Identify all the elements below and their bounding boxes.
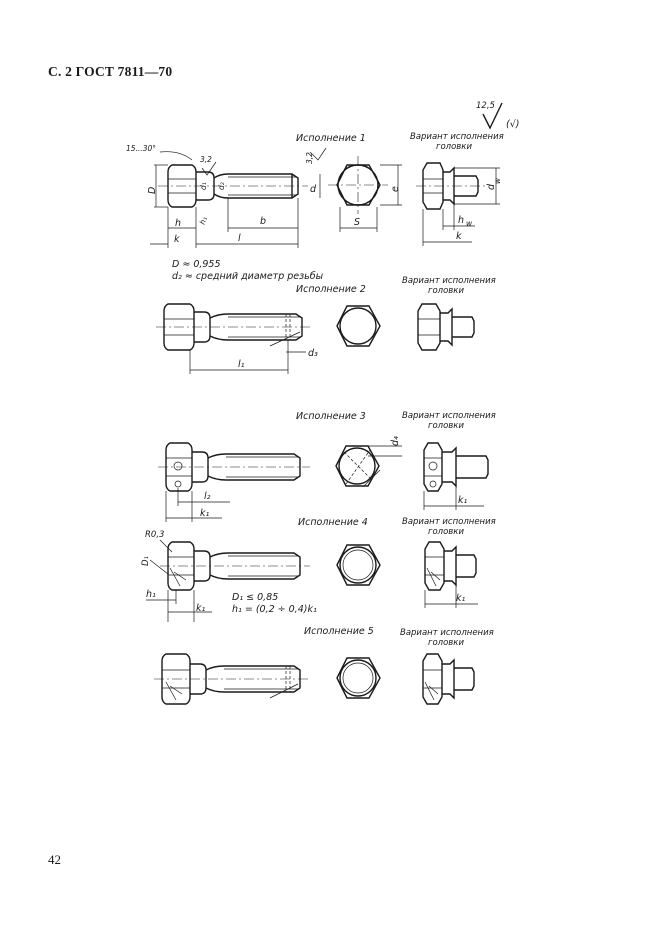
dim-hw-sub: w <box>466 219 473 228</box>
dim-h1-v4: h₁ <box>146 589 156 600</box>
hex-end-view-3 <box>336 436 402 486</box>
bolt-side-view-2 <box>156 304 318 374</box>
alt-head-view-4 <box>425 542 478 608</box>
variant-3-alt-title-1: Вариант исполнения <box>402 411 496 421</box>
variant-1-alt-title-2: головки <box>436 142 472 152</box>
variant-2-alt-title-2: головки <box>428 286 464 296</box>
dim-k1-alt3: k₁ <box>458 495 468 506</box>
variant-2-alt-title-1: Вариант исполнения <box>402 276 496 286</box>
dim-b: b <box>260 216 267 227</box>
page-number: 42 <box>48 852 61 867</box>
variant-5 <box>154 626 494 704</box>
page-header: С. 2 ГОСТ 7811—70 <box>48 64 173 79</box>
alt-head-view-5 <box>423 654 474 704</box>
dim-roughness-a: 3,2 <box>200 155 212 164</box>
dim-angle: 15...30° <box>126 144 156 153</box>
dim-s: S <box>354 217 361 228</box>
variant-4 <box>141 517 496 622</box>
dim-k1-alt4: k₁ <box>456 593 466 604</box>
roughness-value: 12,5 <box>476 101 495 111</box>
dim-k1-v3: k₁ <box>200 508 210 519</box>
alt-head-view-1 <box>416 163 502 246</box>
variant-3-title: Исполнение 3 <box>296 411 366 422</box>
dim-l2: l₂ <box>204 491 211 502</box>
dim-d: d <box>310 184 317 195</box>
dim-k-alt: k <box>456 231 462 242</box>
variant-1-title: Исполнение 1 <box>296 133 366 144</box>
note-D: D ≈ 0,955 <box>172 259 221 270</box>
dim-e: e <box>390 186 401 192</box>
dim-d3: d₃ <box>308 348 318 359</box>
variant-5-alt-title-1: Вариант исполнения <box>400 628 494 638</box>
dim-d1: d₁ <box>199 182 208 190</box>
hex-end-view-1 <box>328 156 402 232</box>
dim-k: k <box>174 234 180 245</box>
roughness-symbol <box>476 101 519 130</box>
dim-dw-sub: w <box>493 177 502 184</box>
note-D1: D₁ ≤ 0,85 <box>232 592 279 603</box>
dim-l1: l₁ <box>238 359 245 370</box>
variant-2-title: Исполнение 2 <box>296 284 366 295</box>
dim-k1-v4: k₁ <box>196 603 206 614</box>
dim-D: D <box>147 186 158 194</box>
dim-roughness-b: 3,2 <box>305 152 314 164</box>
variant-4-alt-title-1: Вариант исполнения <box>402 517 496 527</box>
dim-R: R0,3 <box>145 530 165 540</box>
variant-4-alt-title-2: головки <box>428 527 464 537</box>
variant-4-title: Исполнение 4 <box>298 517 368 528</box>
variant-3-alt-title-2: головки <box>428 421 464 431</box>
dim-d2: d₂ <box>217 182 226 190</box>
dim-h: h <box>175 218 182 229</box>
bolt-side-view-1 <box>158 165 308 207</box>
hex-end-view-2 <box>337 306 380 346</box>
variant-1 <box>126 132 504 248</box>
note-d2: d₂ ≈ средний диаметр резьбы <box>172 271 324 282</box>
dim-h1: h₁ <box>197 215 209 226</box>
dim-d4: d₄ <box>390 436 401 446</box>
roughness-bracket: (√) <box>506 119 520 130</box>
variant-2 <box>156 276 496 374</box>
variant-1-alt-title-1: Вариант исполнения <box>410 132 504 142</box>
dim-D1: D₁ <box>141 556 151 566</box>
dim-dw: d <box>486 183 497 190</box>
variant-3 <box>158 411 496 522</box>
note-h1: h₁ = (0,2 ÷ 0,4)k₁ <box>232 604 317 615</box>
variant-5-title: Исполнение 5 <box>304 626 374 637</box>
bolt-side-view-5 <box>154 654 310 704</box>
dim-l: l <box>238 233 241 244</box>
hex-end-view-4 <box>337 545 380 585</box>
dim-hw: h <box>458 215 465 226</box>
hex-end-view-5 <box>337 658 380 698</box>
variant-5-alt-title-2: головки <box>428 638 464 648</box>
alt-head-view-3 <box>424 443 488 510</box>
alt-head-view-2 <box>418 304 474 350</box>
bolt-side-view-3 <box>158 443 310 522</box>
